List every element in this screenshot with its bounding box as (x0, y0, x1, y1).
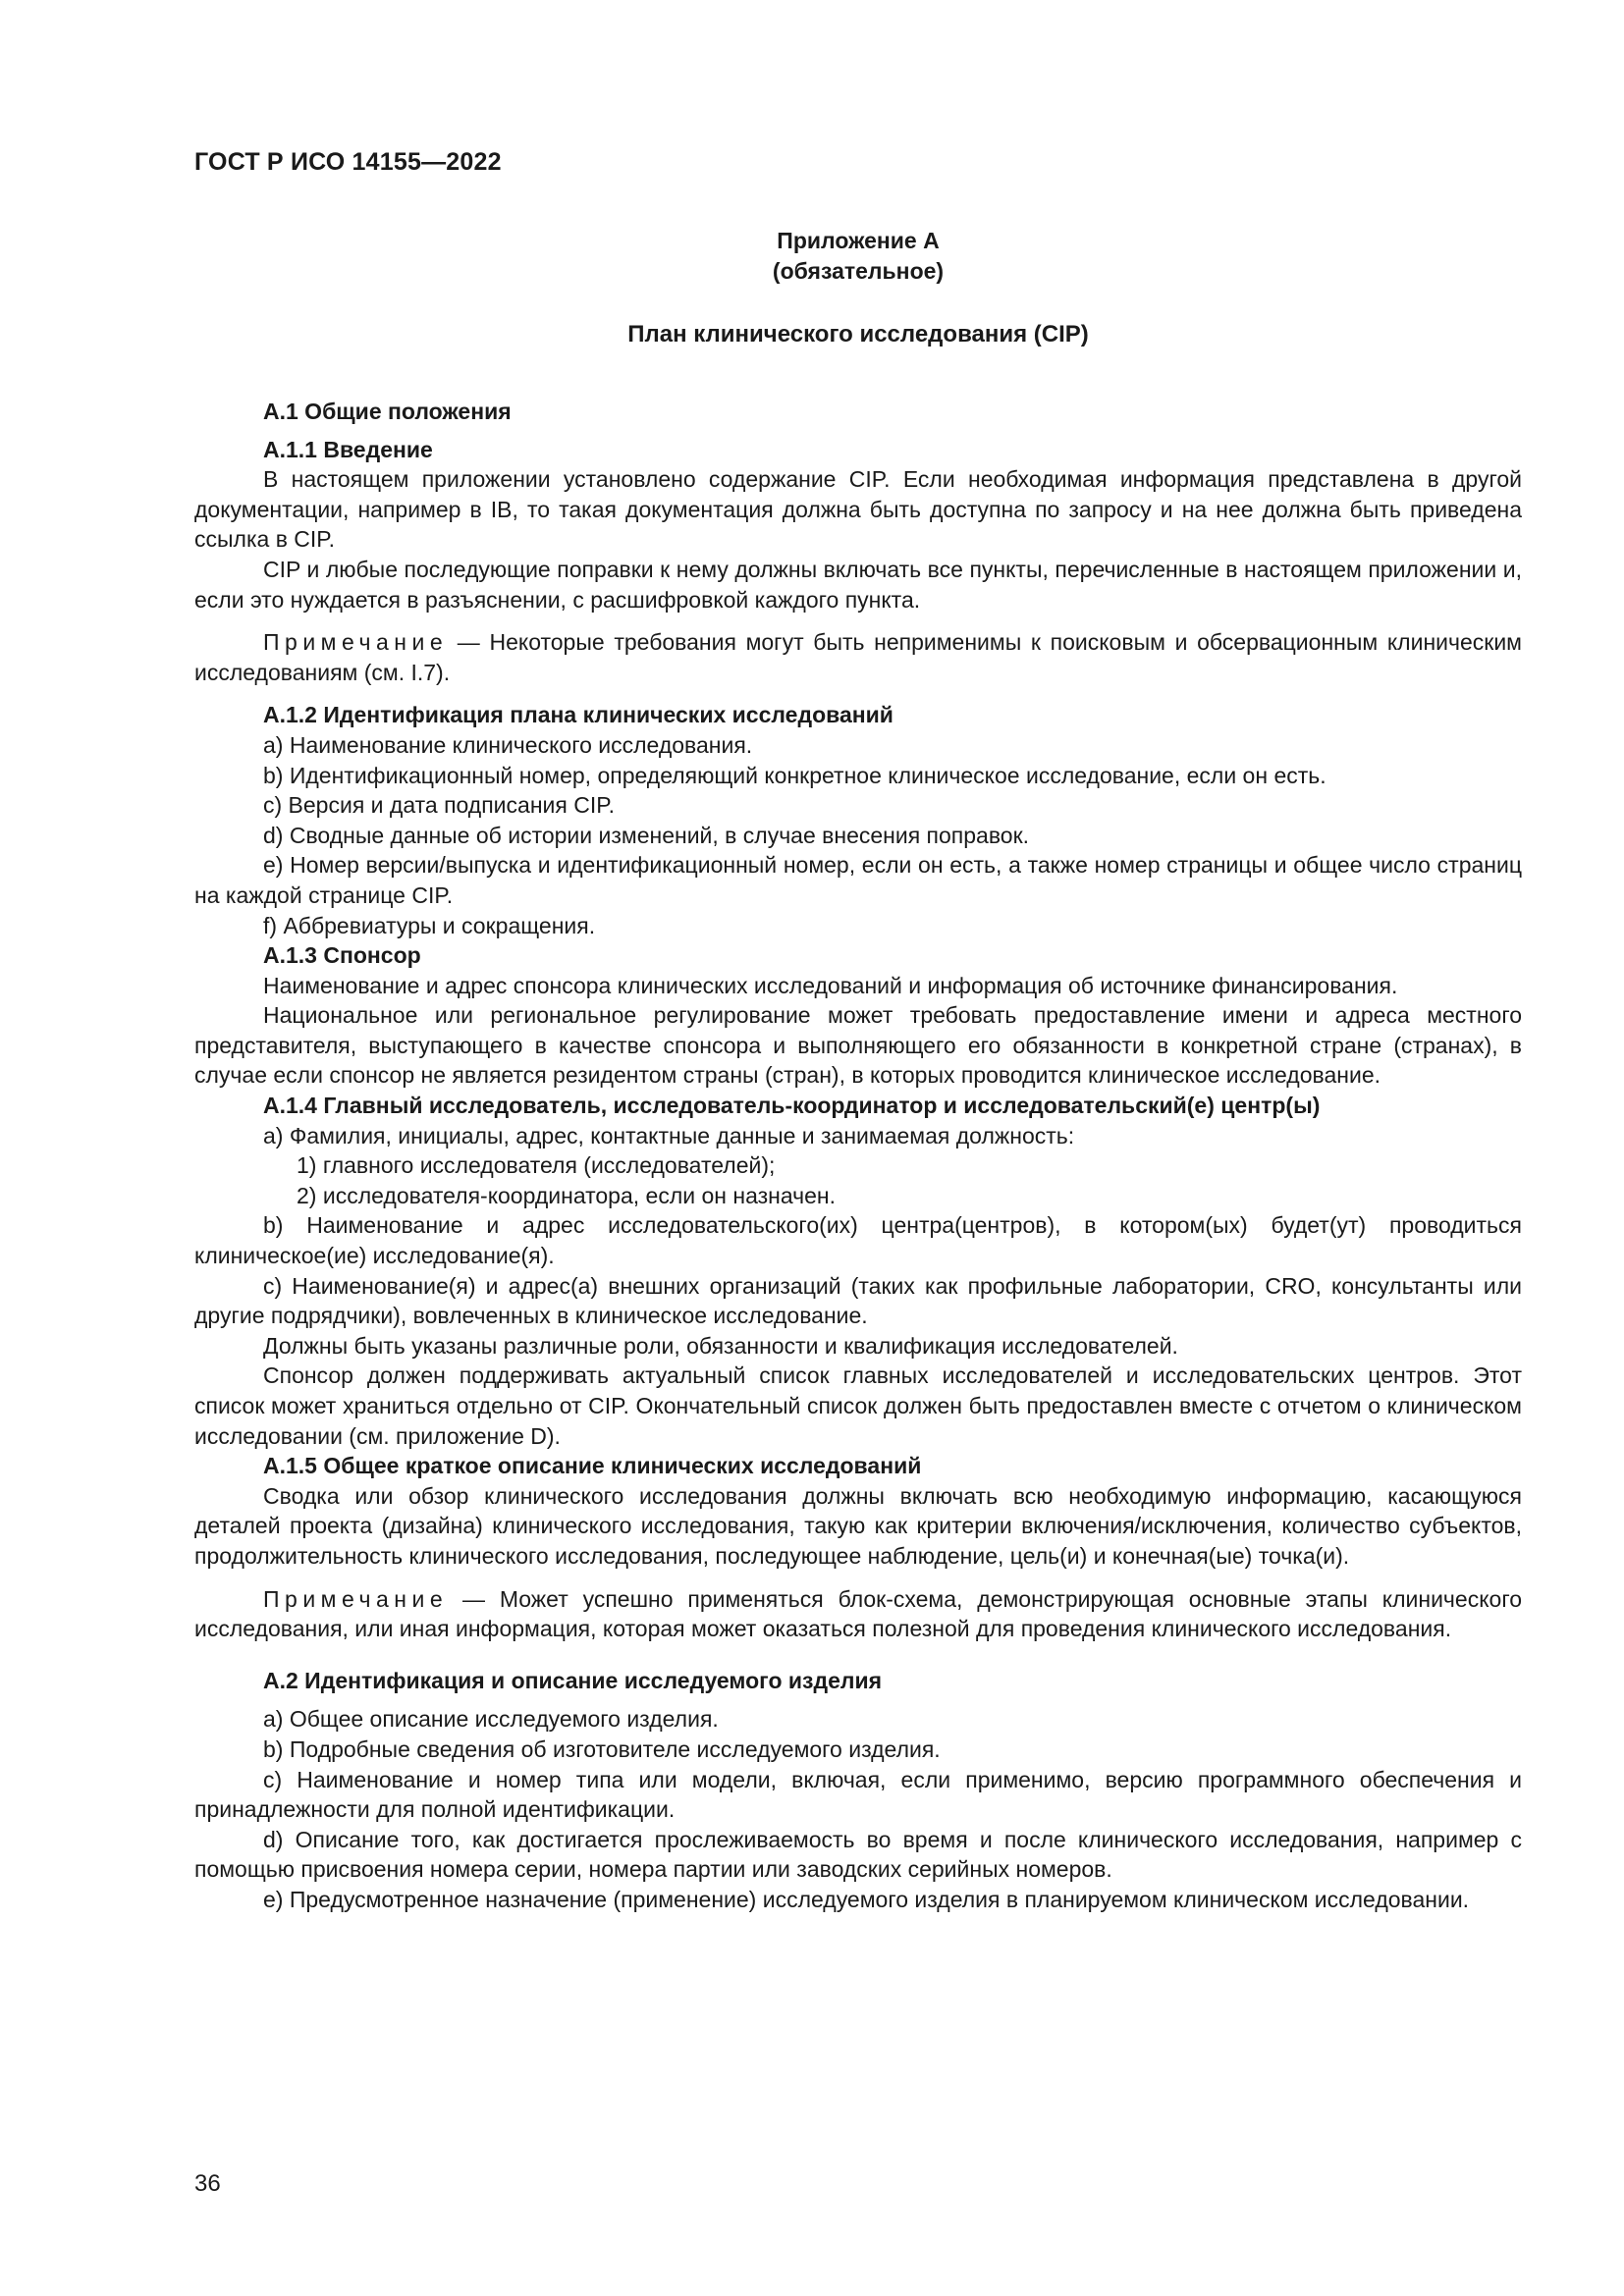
section-heading-a1-3: А.1.3 Спонсор (263, 942, 421, 969)
list-item: e) Номер версии/выпуска и идентификационный номер, если он есть, а также номер страницы и общее число страниц на каждой странице CIP. (194, 852, 1522, 908)
paragraph: CIP и любые последующие поправки к нему должны включать все пункты, перечисленные в настоящем приложении и, если это нуждается в разъяснении, с расшифровкой каждого пункта. (194, 556, 1522, 613)
document-body (194, 397, 1522, 1915)
list-item: d) Сводные данные об истории изменений, в случае внесения поправок. (263, 822, 1030, 848)
section-heading-a1-2: А.1.2 Идентификация плана клинических исследований (263, 702, 893, 728)
section-heading-a1-1: А.1.1 Введение (263, 436, 433, 462)
document-id-header: ГОСТ Р ИСО 14155—2022 (194, 148, 502, 176)
list-item: d) Описание того, как достигается прослеживаемость во время и после клинического исследования, например с помощью присвоения номера серии, номера партии или заводских серийных номеров. (194, 1826, 1522, 1883)
note-label: Примечание (263, 629, 449, 656)
annex-status: (обязательное) (772, 258, 945, 284)
list-item: c) Наименование(я) и адрес(а) внешних организаций (таких как профильные лаборатории, CRO, консультанты или другие подрядчики), вовлеченных в клиническое исследование. (194, 1272, 1522, 1329)
list-item: f) Аббревиатуры и сокращения. (263, 912, 596, 938)
sub-list-item: 2) исследователя-координатора, если он назначен. (297, 1182, 837, 1208)
paragraph: Спонсор должен поддерживать актуальный список главных исследователей и исследовательских центров. Этот список может храниться отдельно от CIP. Окончательный список должен быть предоставлен вместе с отчетом о клиническом исследовании (см. приложение D). (194, 1362, 1522, 1449)
annex-label: Приложение А (777, 228, 940, 253)
annex-heading (194, 226, 1522, 287)
paragraph: Сводка или обзор клинического исследования должны включать всю необходимую информацию, касающуюся деталей проекта (дизайна) клинического исследования, такую как критерии включения/исключения, количество субъектов, продолжительность клинического исследования, последующее наблюдение, цель(и) и конечная(ые) точка(и). (194, 1482, 1522, 1569)
note-paragraph (194, 627, 1522, 687)
list-item: e) Предусмотренное назначение (применение) исследуемого изделия в планируемом клиническом исследовании. (263, 1886, 1470, 1912)
section-heading-a1: А.1 Общие положения (263, 399, 512, 424)
note-text: — Может успешно применяться блок-схема, демонстрирующая основные этапы клинического исследования, или иная информация, которая может оказаться полезной для проведения клинического исследования. (194, 1585, 1522, 1642)
list-item: c) Наименование и номер типа или модели, включая, если применимо, версию программного обеспечения и принадлежности для полной идентификации. (194, 1766, 1522, 1823)
list-item: a) Фамилия, инициалы, адрес, контактные данные и занимаемая должность: (263, 1122, 1075, 1148)
page-number: 36 (194, 2170, 221, 2197)
list-item: b) Идентификационный номер, определяющий конкретное клиническое исследование, если он есть. (263, 762, 1326, 788)
sub-list-item: 1) главного исследователя (исследователей); (297, 1152, 776, 1179)
annex-title: План клинического исследования (CIP) (627, 321, 1089, 347)
list-item: a) Наименование клинического исследования. (263, 731, 753, 758)
note-paragraph (194, 1584, 1522, 1644)
list-item: a) Общее описание исследуемого изделия. (263, 1706, 719, 1733)
note-label: Примечание (263, 1585, 449, 1612)
section-heading-a1-5: А.1.5 Общее краткое описание клинических исследований (263, 1453, 922, 1479)
section-heading-a1-4: А.1.4 Главный исследователь, исследователь-координатор и исследовательский(е) центр(ы) (263, 1093, 1321, 1119)
list-item: b) Подробные сведения об изготовителе исследуемого изделия. (263, 1735, 941, 1762)
note-text: — Некоторые требования могут быть неприменимы к поисковым и обсервационным клиническим исследованиям (см. I.7). (194, 629, 1522, 685)
paragraph: В настоящем приложении установлено содержание CIP. Если необходимая информация представлена в другой документации, например в IB, то такая документация должна быть доступна по запросу и на нее должна быть приведена ссылка в CIP. (194, 466, 1522, 553)
paragraph: Национальное или региональное регулирование может требовать предоставление имени и адреса местного представителя, выступающего в качестве спонсора и выполняющего его обязанности в конкретной стране (странах), в случае если спонсор не является резидентом страны (стран), в которых проводится клиническое исследование. (194, 1002, 1522, 1089)
section-heading-a2: А.2 Идентификация и описание исследуемого изделия (263, 1667, 883, 1693)
list-item: b) Наименование и адрес исследовательского(их) центра(центров), в котором(ых) будет(ут) проводиться клиническое(ие) исследование(я). (194, 1212, 1522, 1269)
paragraph: Наименование и адрес спонсора клинических исследований и информация об источнике финансирования. (263, 972, 1398, 998)
list-item: c) Версия и дата подписания CIP. (263, 792, 615, 819)
paragraph: Должны быть указаны различные роли, обязанности и квалификация исследователей. (263, 1332, 1178, 1359)
